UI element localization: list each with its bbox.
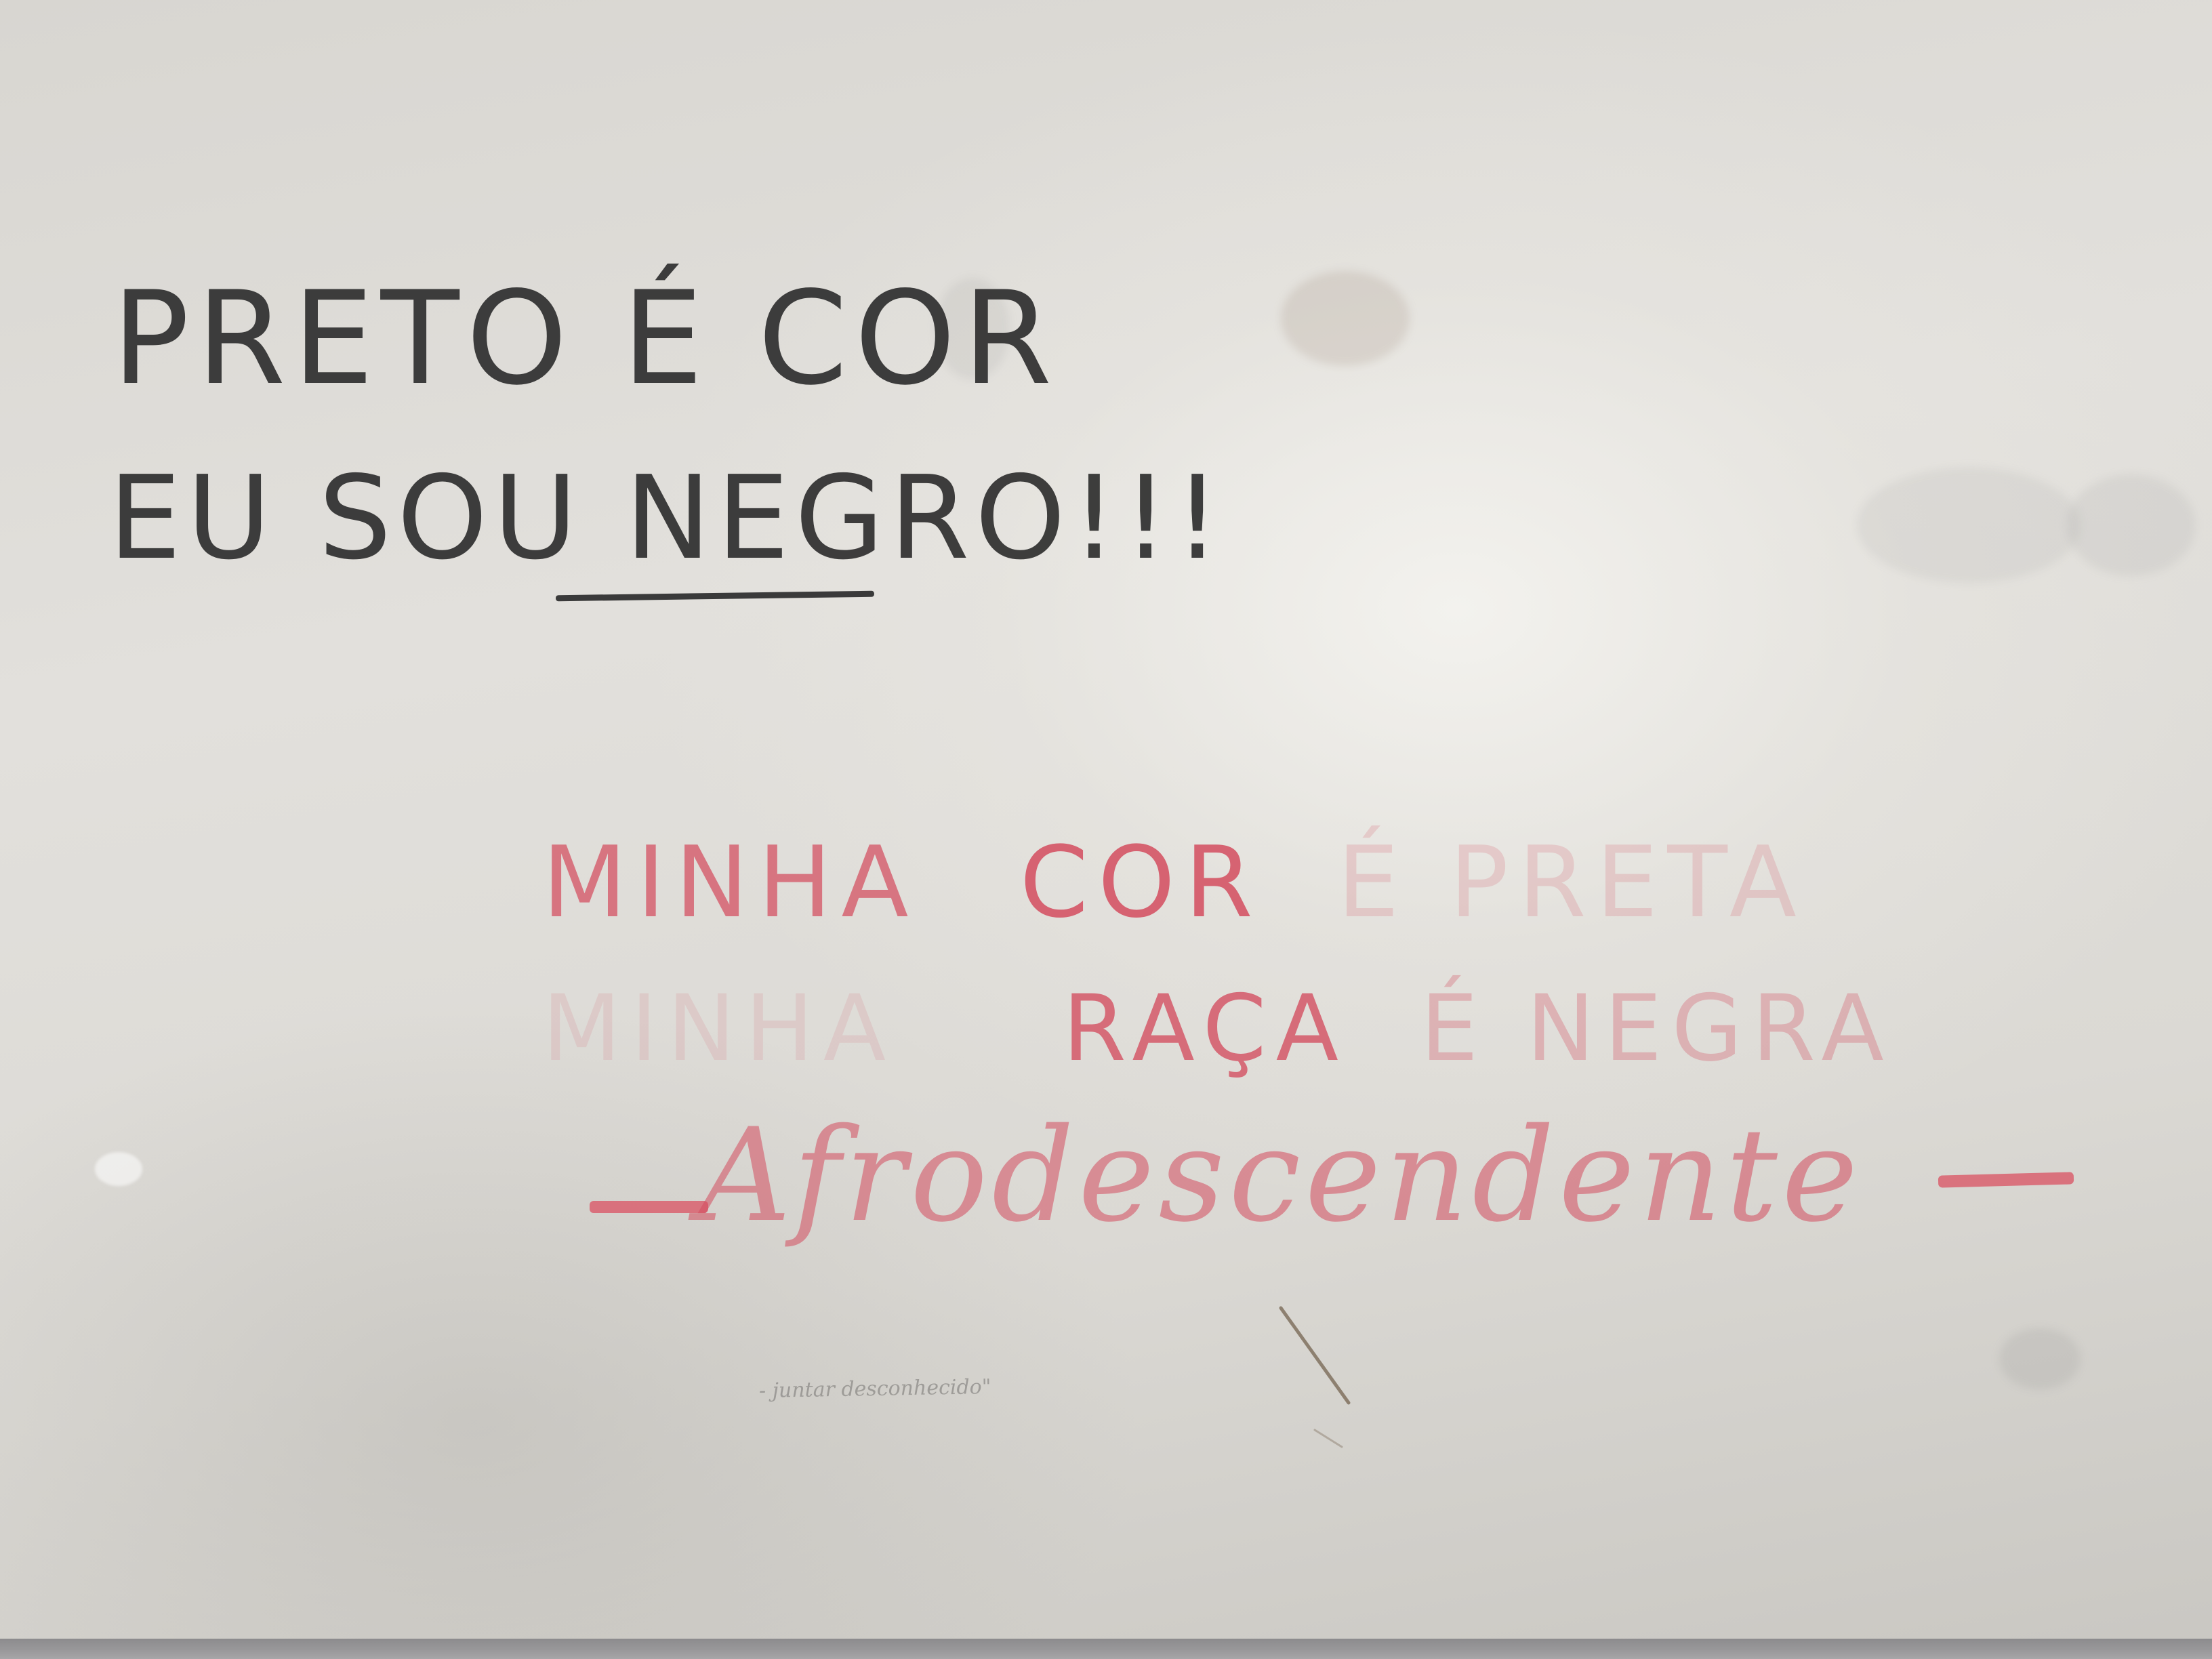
scratch-line-tail (1315, 1430, 1342, 1447)
black-line-2-word: NEGRO (625, 451, 1071, 586)
scratch-mark (1274, 1301, 1369, 1457)
negro-underline (556, 591, 874, 602)
smudge-far-right (2067, 474, 2196, 576)
smudge-top-center (1281, 271, 1410, 366)
red-line-3-word: Afrodescendente (698, 1101, 1862, 1250)
scratch-line-main (1281, 1308, 1349, 1403)
black-line-2-start: EU SOU (108, 451, 626, 586)
floor-strip (0, 1639, 2212, 1659)
red-line-2 (542, 975, 1893, 1082)
red-line-1 (542, 825, 1806, 940)
pencil-note: - juntar desconhecido" (758, 1375, 991, 1403)
red-dash-right (1938, 1172, 2074, 1187)
black-line-2 (108, 451, 1226, 586)
red-line-2-start: MINHA (542, 975, 896, 1082)
black-line-1: PRETO É COR (112, 264, 1059, 413)
smudge-left-chip (95, 1152, 142, 1186)
red-line-1-end: É PRETA (1336, 825, 1806, 940)
black-line-2-end: !!! (1071, 451, 1226, 586)
red-line-2-end: É NEGRA (1420, 975, 1893, 1082)
smudge-lower-right (1999, 1328, 2081, 1389)
smudge-right (1857, 468, 2081, 583)
red-line-2-raca: RAÇA (1063, 975, 1348, 1082)
red-line-1-cor: COR (1019, 825, 1263, 940)
red-line-3 (698, 1101, 1862, 1250)
red-line-1-start: MINHA (542, 825, 918, 940)
